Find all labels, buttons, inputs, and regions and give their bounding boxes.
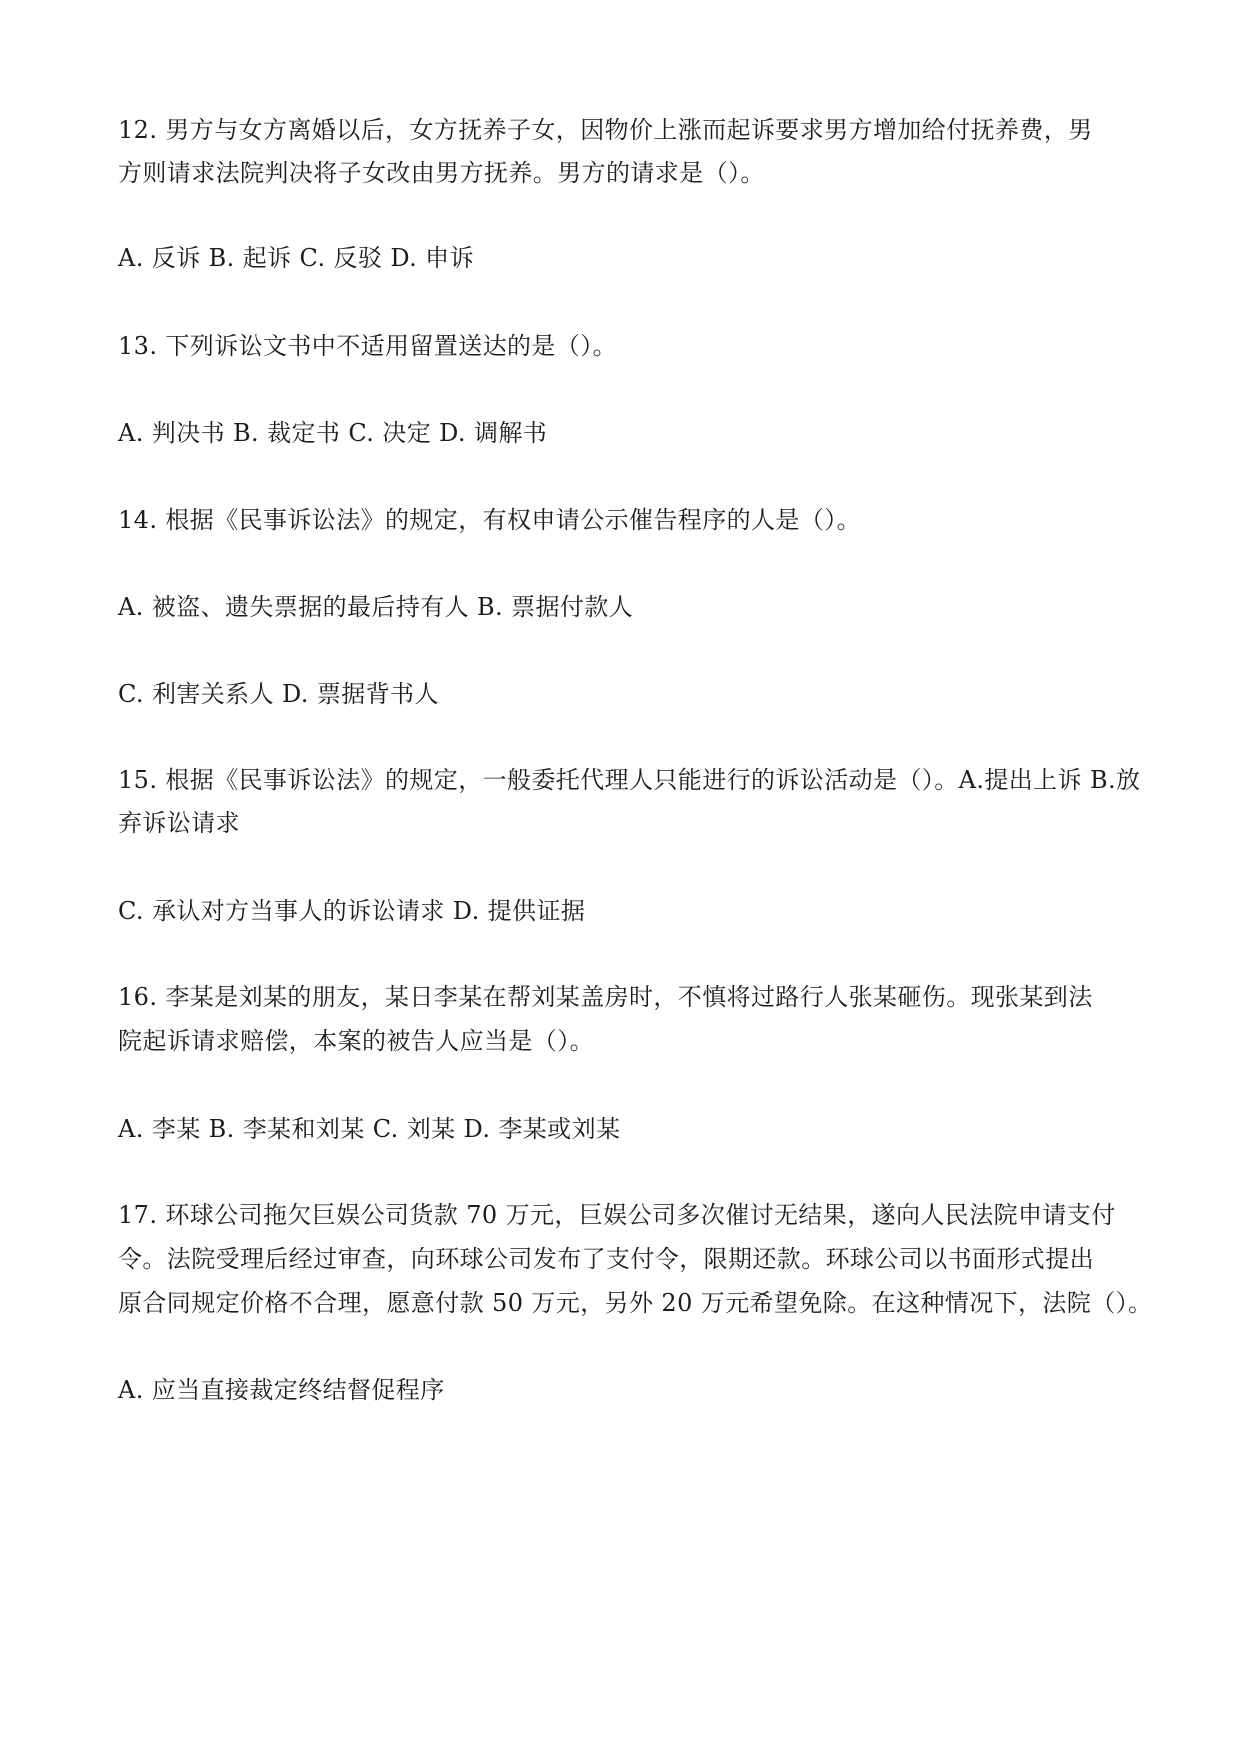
question-15-stem-line-1: 15. 根据《民事诉讼法》的规定，一般委托代理人只能进行的诉讼活动是（）。A.提出上诉 B.放: [118, 766, 1141, 794]
question-16-options: A. 李某 B. 李某和刘某 C. 刘某 D. 李某或刘某: [118, 1115, 621, 1143]
question-15-options: C. 承认对方当事人的诉讼请求 D. 提供证据: [118, 897, 586, 925]
question-17-stem-line-3: 原合同规定价格不合理，愿意付款 50 万元，另外 20 万元希望免除。在这种情况下，法院（）。: [118, 1289, 1153, 1317]
question-15-stem-line-2: 弃诉讼请求: [118, 809, 240, 837]
question-13-options: A. 判决书 B. 裁定书 C. 决定 D. 调解书: [118, 419, 548, 447]
question-13-stem: 13. 下列诉讼文书中不适用留置送达的是（）。: [118, 332, 617, 360]
question-14-stem: 14. 根据《民事诉讼法》的规定，有权申请公示催告程序的人是（）。: [118, 506, 861, 534]
question-17-option-a: A. 应当直接裁定终结督促程序: [118, 1376, 445, 1404]
question-17-stem-line-2: 令。法院受理后经过审查，向环球公司发布了支付令，限期还款。环球公司以书面形式提出: [118, 1245, 1094, 1273]
question-17-stem-line-1: 17. 环球公司拖欠巨娱公司货款 70 万元，巨娱公司多次催讨无结果，遂向人民法院申请支付: [118, 1201, 1116, 1229]
question-16-stem-line-2: 院起诉请求赔偿，本案的被告人应当是（）。: [118, 1027, 594, 1055]
question-16-stem-line-1: 16. 李某是刘某的朋友，某日李某在帮刘某盖房时，不慎将过路行人张某砸伤。现张某到法: [118, 983, 1093, 1011]
question-14-options-line-1: A. 被盗、遗失票据的最后持有人 B. 票据付款人: [118, 593, 634, 621]
question-12-stem-line-2: 方则请求法院判决将子女改由男方抚养。男方的请求是（）。: [118, 159, 765, 187]
question-12-stem-line-1: 12. 男方与女方离婚以后，女方抚养子女，因物价上涨而起诉要求男方增加给付抚养费，男: [118, 116, 1093, 144]
question-14-options-line-2: C. 利害关系人 D. 票据背书人: [118, 680, 439, 708]
question-12-options: A. 反诉 B. 起诉 C. 反驳 D. 申诉: [118, 244, 474, 272]
